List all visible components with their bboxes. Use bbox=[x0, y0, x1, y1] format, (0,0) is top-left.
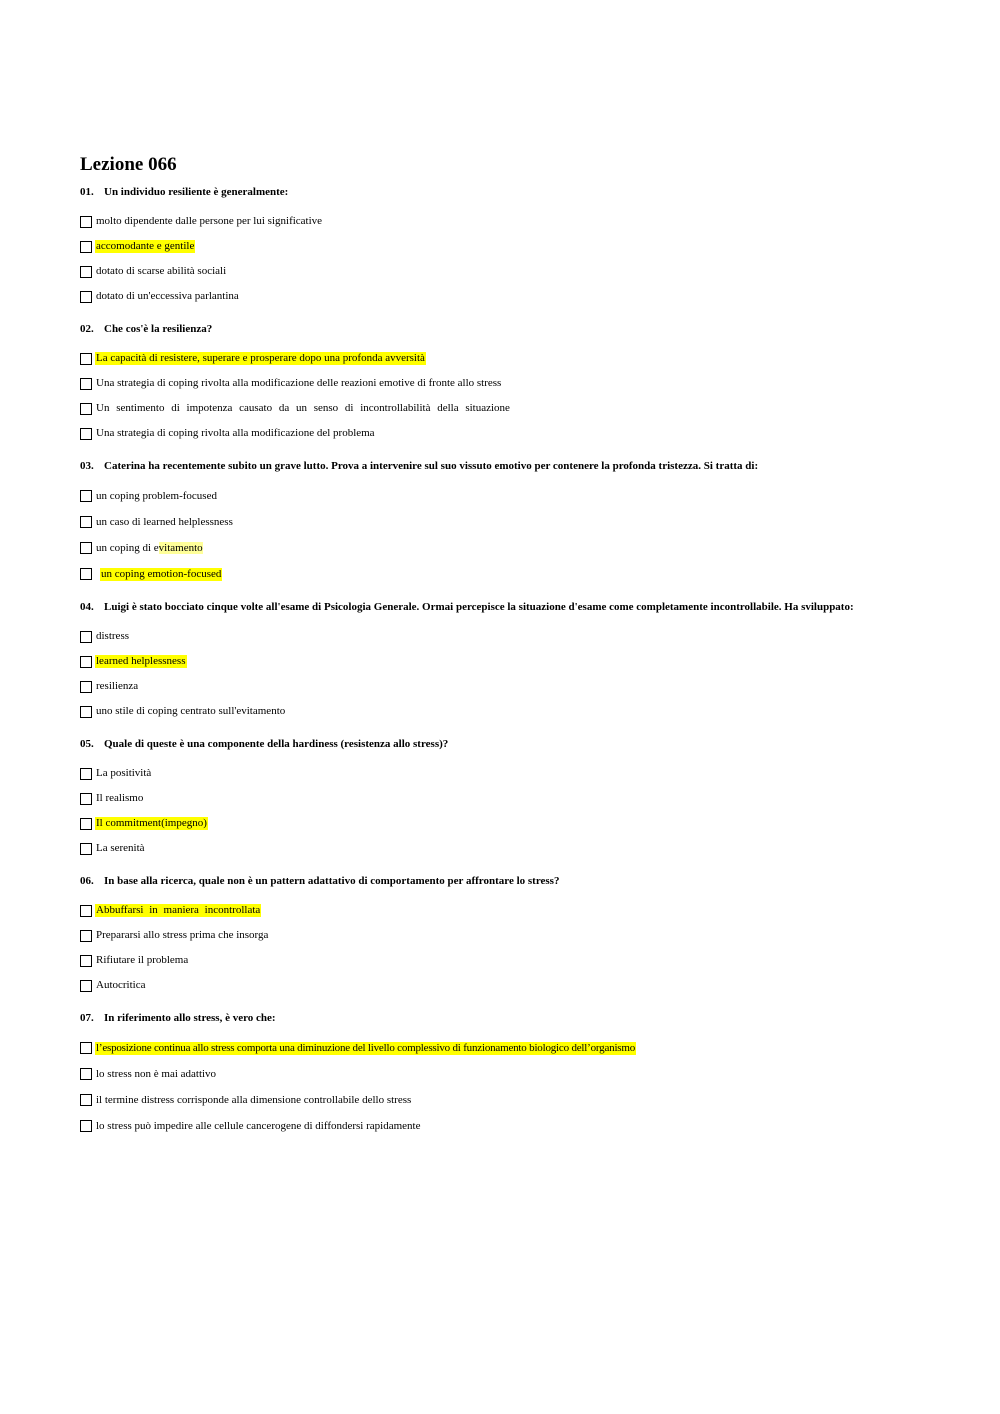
checkbox[interactable] bbox=[80, 1068, 92, 1080]
checkbox[interactable] bbox=[80, 905, 92, 917]
answer-option[interactable] bbox=[80, 1113, 870, 1139]
answer-option[interactable] bbox=[80, 761, 870, 786]
checkbox[interactable] bbox=[80, 818, 92, 830]
option-label: Una strategia di coping rivolta alla modificazione delle reazioni emotive di fronte allo stress bbox=[96, 377, 502, 389]
question-number: 06. bbox=[80, 875, 94, 887]
checkbox[interactable] bbox=[80, 681, 92, 693]
question-number: 02. bbox=[80, 323, 94, 335]
option-label: molto dipendente dalle persone per lui significative bbox=[96, 215, 323, 227]
answer-option[interactable] bbox=[80, 1035, 870, 1061]
question-text bbox=[80, 875, 870, 888]
option-label: dotato di un'eccessiva parlantina bbox=[96, 290, 239, 302]
checkbox[interactable] bbox=[80, 980, 92, 992]
option-label-highlighted: Abbuffarsi in maniera incontrollata bbox=[96, 904, 261, 916]
question-07 bbox=[80, 1012, 870, 1139]
answer-option[interactable] bbox=[80, 811, 870, 836]
checkbox[interactable] bbox=[80, 490, 92, 502]
question-06 bbox=[80, 875, 870, 998]
question-prompt: In riferimento allo stress, è vero che: bbox=[104, 1012, 276, 1024]
checkbox[interactable] bbox=[80, 241, 92, 253]
answer-option[interactable] bbox=[80, 649, 870, 674]
question-number: 05. bbox=[80, 738, 94, 750]
option-label: Un sentimento di impotenza causato da un senso di incontrollabilità della situazione bbox=[96, 402, 510, 414]
checkbox[interactable] bbox=[80, 291, 92, 303]
answer-option[interactable] bbox=[80, 509, 870, 535]
question-text bbox=[80, 323, 870, 336]
question-prompt: Un individuo resiliente è generalmente: bbox=[104, 186, 289, 198]
option-label: lo stress non è mai adattivo bbox=[96, 1067, 217, 1080]
option-label-highlighted: learned helplessness bbox=[96, 655, 186, 667]
question-prompt: Quale di queste è una componente della hardiness (resistenza allo stress)? bbox=[104, 738, 449, 750]
option-label: La serenità bbox=[96, 842, 145, 854]
option-label: un coping problem-focused bbox=[96, 489, 217, 502]
answer-option[interactable] bbox=[80, 973, 870, 998]
checkbox[interactable] bbox=[80, 656, 92, 668]
checkbox[interactable] bbox=[80, 378, 92, 390]
question-text bbox=[80, 1012, 870, 1025]
checkbox[interactable] bbox=[80, 403, 92, 415]
question-text bbox=[80, 601, 870, 614]
checkbox[interactable] bbox=[80, 631, 92, 643]
answer-option[interactable] bbox=[80, 234, 870, 259]
option-label-plain: un coping di e bbox=[96, 541, 159, 554]
checkbox[interactable] bbox=[80, 568, 92, 580]
option-label: il termine distress corrisponde alla dimensione controllabile dello stress bbox=[96, 1093, 412, 1106]
option-label: Autocritica bbox=[96, 979, 146, 991]
answer-option[interactable] bbox=[80, 483, 870, 509]
question-02 bbox=[80, 323, 870, 446]
option-label: un caso di learned helplessness bbox=[96, 515, 233, 528]
answer-option[interactable] bbox=[80, 421, 870, 446]
answer-option[interactable] bbox=[80, 786, 870, 811]
answer-option[interactable] bbox=[80, 371, 870, 396]
answer-option[interactable] bbox=[80, 674, 870, 699]
option-label: Una strategia di coping rivolta alla modificazione del problema bbox=[96, 427, 375, 439]
option-label-highlighted: accomodante e gentile bbox=[96, 240, 195, 252]
option-label-partially-highlighted bbox=[95, 542, 204, 555]
option-label-highlighted: Il commitment(impegno) bbox=[96, 817, 207, 829]
option-label: Il realismo bbox=[96, 792, 144, 804]
option-label-soft-highlight: vitamento bbox=[158, 541, 203, 554]
checkbox[interactable] bbox=[80, 216, 92, 228]
answer-option[interactable] bbox=[80, 948, 870, 973]
question-prompt: Che cos'è la resilienza? bbox=[104, 323, 213, 335]
checkbox[interactable] bbox=[80, 930, 92, 942]
answer-option[interactable] bbox=[80, 1087, 870, 1113]
question-text bbox=[80, 738, 870, 751]
answer-option[interactable] bbox=[80, 396, 870, 421]
question-01 bbox=[80, 186, 870, 309]
option-label: distress bbox=[96, 630, 129, 642]
option-label-highlighted: La capacità di resistere, superare e prosperare dopo una profonda avversità bbox=[96, 352, 425, 364]
answer-option[interactable] bbox=[80, 624, 870, 649]
question-number: 07. bbox=[80, 1012, 94, 1024]
checkbox[interactable] bbox=[80, 1120, 92, 1132]
question-number: 04. bbox=[80, 601, 94, 613]
question-number: 01. bbox=[80, 186, 94, 198]
question-prompt: Luigi è stato bocciato cinque volte all'esame di Psicologia Generale. Ormai percepisce la situazione d'esame come completamente incontrollabile. Ha sviluppato: bbox=[104, 601, 854, 613]
checkbox[interactable] bbox=[80, 706, 92, 718]
question-number: 03. bbox=[80, 460, 94, 472]
answer-option[interactable] bbox=[80, 535, 870, 561]
question-text bbox=[80, 186, 870, 199]
answer-option[interactable] bbox=[80, 699, 870, 724]
option-label: La positività bbox=[96, 767, 152, 779]
option-label: Rifiutare il problema bbox=[96, 954, 189, 966]
answer-option[interactable] bbox=[80, 561, 870, 587]
checkbox[interactable] bbox=[80, 1094, 92, 1106]
question-04 bbox=[80, 601, 870, 724]
answer-option[interactable] bbox=[80, 836, 870, 861]
checkbox[interactable] bbox=[80, 266, 92, 278]
checkbox[interactable] bbox=[80, 768, 92, 780]
option-label: lo stress può impedire alle cellule cancerogene di diffondersi rapidamente bbox=[96, 1119, 421, 1132]
checkbox[interactable] bbox=[80, 353, 92, 365]
answer-option[interactable] bbox=[80, 923, 870, 948]
answer-option[interactable] bbox=[80, 1061, 870, 1087]
option-label-highlighted: l’esposizione continua allo stress comporta una diminuzione del livello complessivo di funzionamento biologico dell’organismo bbox=[96, 1041, 636, 1054]
option-label: uno stile di coping centrato sull'evitamento bbox=[96, 705, 286, 717]
option-label-highlighted: un coping emotion-focused bbox=[101, 567, 222, 580]
checkbox[interactable] bbox=[80, 955, 92, 967]
option-label: resilienza bbox=[96, 680, 139, 692]
answer-option[interactable] bbox=[80, 346, 870, 371]
answer-option[interactable] bbox=[80, 284, 870, 309]
checkbox[interactable] bbox=[80, 1042, 92, 1054]
question-05 bbox=[80, 738, 870, 861]
lesson-title: Lezione 066 bbox=[80, 154, 177, 175]
document-page bbox=[80, 152, 870, 1153]
answer-option[interactable] bbox=[80, 259, 870, 284]
answer-option[interactable] bbox=[80, 209, 870, 234]
question-prompt: In base alla ricerca, quale non è un pattern adattativo di comportamento per affrontare lo stress? bbox=[104, 875, 560, 887]
question-prompt: Caterina ha recentemente subito un grave lutto. Prova a intervenire sul suo vissuto emotivo per contenere la profonda tristezza. Si tratta di: bbox=[104, 460, 759, 472]
option-label: Prepararsi allo stress prima che insorga bbox=[96, 929, 269, 941]
checkbox[interactable] bbox=[80, 516, 92, 528]
question-text bbox=[80, 460, 870, 473]
checkbox[interactable] bbox=[80, 843, 92, 855]
question-03 bbox=[80, 460, 870, 587]
answer-option[interactable] bbox=[80, 898, 870, 923]
option-label: dotato di scarse abilità sociali bbox=[96, 265, 227, 277]
checkbox[interactable] bbox=[80, 793, 92, 805]
checkbox[interactable] bbox=[80, 542, 92, 554]
checkbox[interactable] bbox=[80, 428, 92, 440]
